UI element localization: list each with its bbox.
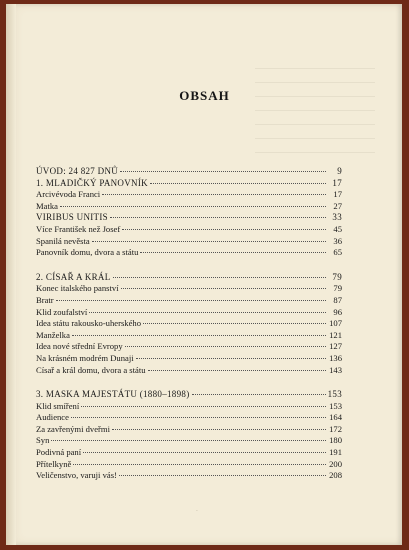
toc-entry xyxy=(36,424,342,436)
toc-entry-title: Přítelkyně xyxy=(36,458,72,469)
toc-entry xyxy=(36,330,342,342)
toc-page-number: 107 xyxy=(329,318,342,329)
dot-leader xyxy=(192,394,326,395)
toc-page-number: 121 xyxy=(329,329,342,340)
toc-page-number: 96 xyxy=(333,306,342,317)
toc-entry xyxy=(36,365,342,377)
dot-leader xyxy=(148,370,326,371)
toc-entry xyxy=(36,447,342,459)
dot-leader xyxy=(122,229,326,230)
dot-leader xyxy=(121,288,326,289)
toc-chapter-entry xyxy=(36,272,342,284)
toc-page-number: 208 xyxy=(329,470,342,481)
toc-page-number: 127 xyxy=(329,341,342,352)
toc-entry-title: Arcivévoda Franci xyxy=(36,189,101,200)
toc-entry xyxy=(36,435,342,447)
toc-entry-title: Podivná paní xyxy=(36,447,82,458)
toc-entry-title: Veličenstvo, varuji vás! xyxy=(36,470,117,481)
dot-leader xyxy=(81,406,326,407)
toc-entry xyxy=(36,189,342,201)
page-footer-mark: · xyxy=(196,508,198,515)
section-gap xyxy=(36,376,342,389)
dot-leader xyxy=(51,440,326,441)
page-title: OBSAH xyxy=(179,88,230,103)
toc-entry-title: Císař a král domu, dvora a státu xyxy=(36,364,146,375)
toc-entry-title: Matka xyxy=(36,200,58,211)
section-gap xyxy=(36,259,342,272)
toc-page-number: 17 xyxy=(333,189,342,200)
toc-page-number: 200 xyxy=(329,458,342,469)
toc-entry-title: ÚVOD: 24 827 DNŮ xyxy=(36,166,119,176)
toc-entry-title: Spanilá nevěsta xyxy=(36,235,90,246)
dot-leader xyxy=(92,241,326,242)
dot-leader xyxy=(136,358,326,359)
toc-entry-title: Panovník domu, dvora a státu xyxy=(36,247,139,258)
toc-entry-title: Idea nové střední Evropy xyxy=(36,341,123,352)
toc-page-number: 191 xyxy=(329,447,342,458)
toc-entry-title: Idea státu rakousko-uherského xyxy=(36,318,142,329)
dot-leader xyxy=(56,300,326,301)
toc-page-number: 164 xyxy=(329,412,342,423)
toc-entry xyxy=(36,401,342,413)
toc-entry xyxy=(36,295,342,307)
dot-leader xyxy=(71,417,326,418)
toc-entry xyxy=(36,283,342,295)
dot-leader xyxy=(119,475,326,476)
toc-entry-title: Audience xyxy=(36,412,69,423)
table-of-contents xyxy=(36,166,342,482)
toc-page-number: 9 xyxy=(337,166,342,176)
dot-leader xyxy=(150,183,326,184)
toc-page-number: 65 xyxy=(333,247,342,258)
dot-leader xyxy=(73,464,326,465)
toc-page-number: 153 xyxy=(329,400,342,411)
toc-entry xyxy=(36,459,342,471)
toc-entry xyxy=(36,224,342,236)
toc-page-number: 180 xyxy=(329,435,342,446)
toc-page-number: 45 xyxy=(333,223,342,234)
dot-leader xyxy=(140,252,326,253)
toc-entry-title: Klid zoufalství xyxy=(36,306,88,317)
toc-entry-title: Syn xyxy=(36,435,50,446)
toc-entry xyxy=(36,470,342,482)
toc-entry-title: VIRIBUS UNITIS xyxy=(36,212,108,223)
toc-page-number: 17 xyxy=(332,177,342,188)
toc-entry-title: Bratr xyxy=(36,294,54,305)
dot-leader xyxy=(72,335,326,336)
dot-leader xyxy=(83,452,326,453)
toc-entry xyxy=(36,201,342,213)
toc-entry xyxy=(36,341,342,353)
toc-entry xyxy=(36,353,342,365)
toc-page-number: 33 xyxy=(332,212,342,223)
toc-entry xyxy=(36,412,342,424)
toc-chapter-entry xyxy=(36,212,342,224)
toc-entry-title: Klid smíření xyxy=(36,400,80,411)
toc-entry-title: Konec italského panství xyxy=(36,283,119,294)
toc-entry xyxy=(36,307,342,319)
toc-chapter-entry xyxy=(36,178,342,190)
toc-page-number: 87 xyxy=(333,294,342,305)
toc-entry-title: Za zavřenými dveřmi xyxy=(36,423,110,434)
toc-page-number: 27 xyxy=(333,200,342,211)
toc-page-number: 136 xyxy=(329,352,342,363)
page-gutter xyxy=(6,4,16,545)
dot-leader xyxy=(113,277,326,278)
toc-page-number: 79 xyxy=(333,283,342,294)
toc-chapter-entry xyxy=(36,166,342,178)
toc-chapter-entry xyxy=(36,389,342,401)
toc-entry-title: Více František než Josef xyxy=(36,223,121,234)
dot-leader xyxy=(120,171,326,172)
toc-entry-title: 3. MASKA MAJESTÁTU (1880–1898) xyxy=(36,389,190,400)
toc-entry xyxy=(36,236,342,248)
toc-page-number: 153 xyxy=(327,389,342,400)
toc-page-number: 172 xyxy=(329,423,342,434)
toc-entry xyxy=(36,247,342,259)
dot-leader xyxy=(89,312,326,313)
toc-entry-title: 2. CÍSAŘ A KRÁL xyxy=(36,271,111,282)
dot-leader xyxy=(102,194,326,195)
dot-leader xyxy=(110,217,326,218)
toc-entry xyxy=(36,318,342,330)
dot-leader xyxy=(143,323,326,324)
toc-entry-title: Na krásném modrém Dunaji xyxy=(36,352,134,363)
toc-entry-title: Manželka xyxy=(36,329,70,340)
toc-page-number: 79 xyxy=(332,271,342,282)
show-through-text xyxy=(255,58,375,156)
dot-leader xyxy=(125,346,326,347)
toc-page-number: 36 xyxy=(333,235,342,246)
toc-page-number: 143 xyxy=(329,364,342,375)
dot-leader xyxy=(60,206,326,207)
toc-entry-title: 1. MLADIČKÝ PANOVNÍK xyxy=(36,177,148,188)
dot-leader xyxy=(112,429,326,430)
